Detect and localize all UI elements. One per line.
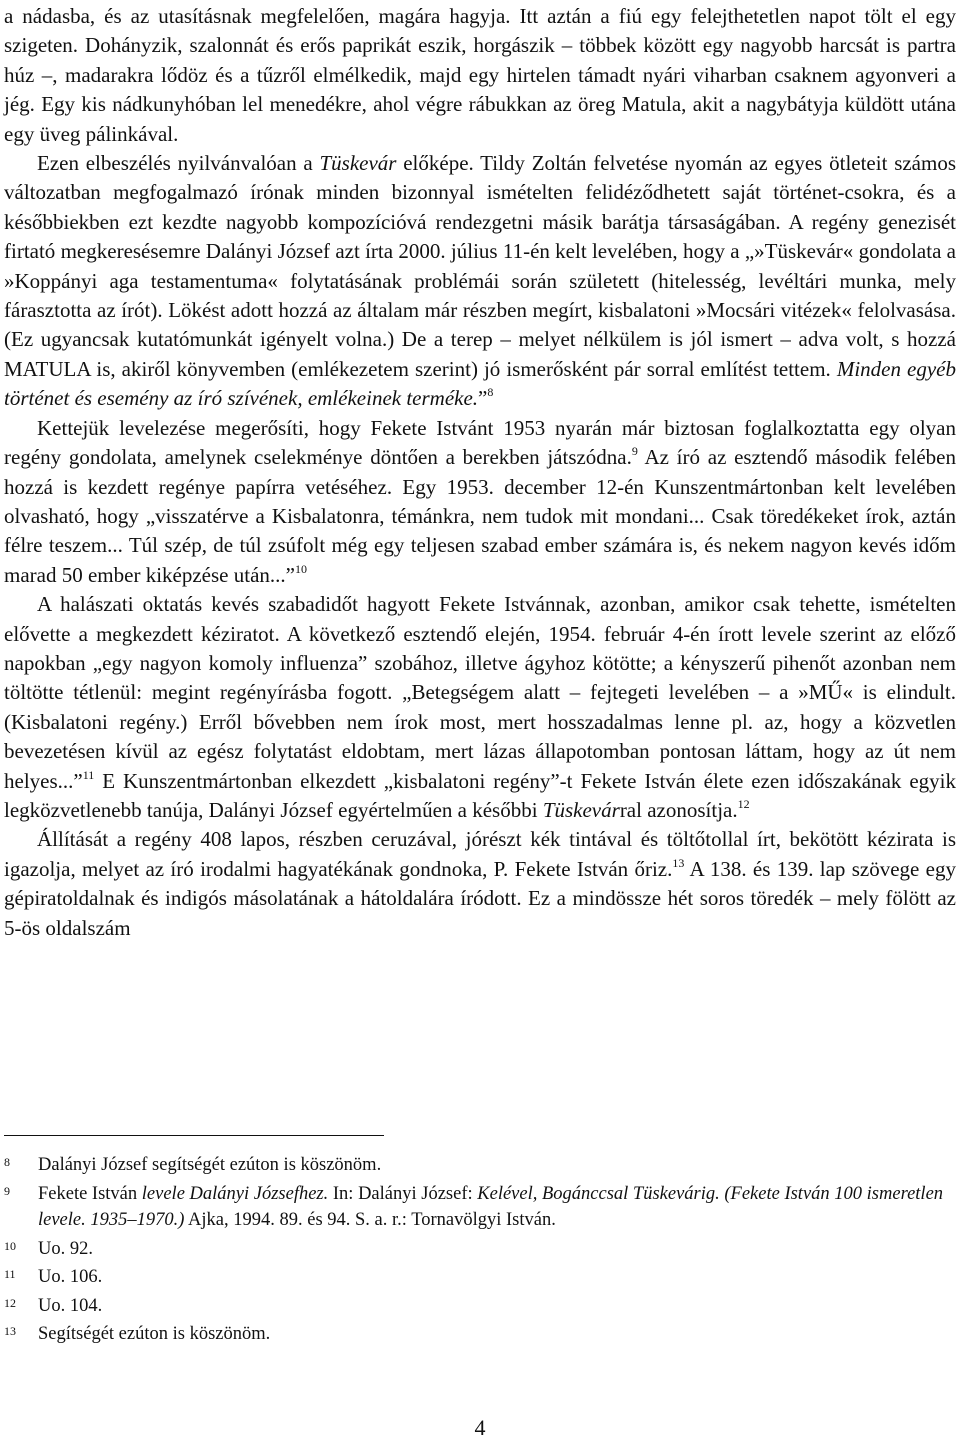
footnote-number: 10 — [4, 1238, 16, 1253]
footnote-number: 11 — [4, 1267, 16, 1281]
page-number: 4 — [474, 1415, 486, 1440]
footnote: 11 Uo. 106. — [4, 1264, 956, 1291]
book-title: Tüskevár — [542, 797, 620, 822]
paragraph: Ezen elbeszélés nyilvánvalóan a Tüskevár előképe. Tildy Zoltán felvetése nyomán az egyes ötleteit számos változatban megfogalmazó írónak minden bizonnyal ismételten felidéződhetett saját történet-csokra, és a későbbiekben ezt kezdte nagyobb kompozícióvá rendezgetni másik barátja társaságában. A regény genezisét firtató megkeresésemre Dalányi József azt írta 2000. július 11-én kelt levelében, hogy a „»Tüskevár« gondolata a »Koppányi aga testamentuma« folytatásának problémái során született (hitelesség, levéltári munka, mely fárasztotta az írót). Lökést adott hozzá az általam már részben megírt, kisbalatoni »Mocsári vitézek« felolvasása. (Ez ugyancsak kutatómunkát igényelt volna.) De a terep – melyet nélkülem is jól ismert – adva volt, s hozzá MATULA is, akiről könyvemben (emlékezetem szerint) jó ismerősként pár sorral említést tettem. Minden egyéb történet és esemény az író szívének, emlékeinek terméke.”$^8$ — [4, 151, 957, 411]
footnote-number: 9 — [4, 1183, 10, 1198]
footnote-ref[interactable]: 12 — [737, 796, 750, 811]
paragraph: A halászati oktatás kevés szabadidőt hagyott Fekete Istvánnak, azonban, amikor csak tehette, ismételten elővette a megkezdett kéziratot. A következő esztendő elején, 1954. február 4-én írott levele szerint az előző napokban „egy nagyon komoly influenza” szobához, illetve ágyhoz kötötte; a kényszerű pihenőt azonban nem töltötte tétlenül: megint regényírásba fogott. „Betegségem alatt – fejtegeti levelében – a »MŰ« is elindult. (Kisbalatoni regény.) Erről bővebben nem írok most, mert hosszadalmas lenne pl. az, hogy a közvetlen bevezetésen kívül az egész folytatást eldobtam, mert lázas állapotomban pontosan láttam, hogy az út nem helyes...”$^{11}$ E Kunszentmártonban elkezdett „kisbalatoni regény”-t Fekete István élete ezen időszakának egyik legközvetlenebb tanúja, Dalányi József egyértelműen a későbbi Tüskevárral azonosítja.$^{12}$ — [4, 592, 956, 822]
footnote: 13 Segítségét ezúton is köszönöm. — [4, 1321, 956, 1348]
footnote: 8 Dalányi József segítségét ezúton is köszönöm. — [4, 1152, 956, 1179]
paragraph: a nádasba, és az utasításnak megfelelően, magára hagyja. Itt aztán a fiú egy felejthetetlen napot tölt el egy szigeten. Dohányzik, szalonnát és erős paprikát eszik, horgászik – többek között egy nagyobb harcsát is partra húz –, madarakra lődöz és a tűzről elmélkedik, majd egy hirtelen támadt nyári viharban csaknem agyonveri a jég. Egy kis nádkunyhóban lel menedékre, ahol végre rábukkan az öreg Matula, akit a nagybátyja küldött utána egy üveg pálinkával. — [4, 4, 956, 146]
paragraph: Állítását a regény 408 lapos, részben ceruzával, jórészt kék tintával és töltőtollal írt, bekötött kézirata is igazolja, melyet az író irodalmi hagyatékának gondnoka, P. Fekete István őriz.$^{13}$ A 138. és 139. lap szövege egy gépiratoldalnak és indigós másolatának a hátoldalára íródott. Ez a mindössze hét soros töredék – mely fölött az 5-ös oldalszám — [4, 827, 957, 940]
footnote-ref[interactable]: 13 — [672, 855, 685, 870]
paragraph: Kettejük levelezése megerősíti, hogy Fekete Istvánt 1953 nyarán már biztosan foglalkoztatta egy olyan regény gondolata, amelynek cselekménye döntően a berekben játszódna.$^9$ Az író az esztendő második felében hozzá is kezdett regénye papírra vetéséhez. Egy 1953. december 12-én Kunszentmártonban kelt levelében olvasható, hogy „visszatérve a Kisbalatonra, témánkra, nem tudok mit mondani... Csak töredékeket írok, aztán félre teszem... Túl szép, de túl zsúfolt még egy teljesen szabad ember számára is, és nekem nagyon kevés időm marad 50 ember kiképzése után...”$^{10}$ — [4, 415, 957, 587]
footnote-ref[interactable]: 11 — [82, 767, 95, 782]
body-text — [4, 2, 956, 943]
footnote: 10 Uo. 92. — [4, 1236, 956, 1263]
footnote-number: 8 — [4, 1155, 10, 1169]
footnotes — [4, 1152, 956, 1350]
footnote-separator — [4, 1135, 384, 1136]
book-title: Tüskevár — [319, 151, 397, 176]
footnote-number: 13 — [4, 1324, 16, 1338]
emphasized-quote: Minden egyéb történet és esemény az író szívének, emlékeinek terméke. — [4, 356, 956, 411]
footnote: 12 Uo. 104. — [4, 1293, 956, 1320]
footnote-ref[interactable]: 9 — [631, 444, 638, 459]
footnote-ref[interactable]: 10 — [294, 561, 307, 576]
footnote-number: 12 — [4, 1295, 16, 1310]
footnote: 9 Fekete István levele Dalányi Józsefhez. In: Dalányi József: Kelével, Bogánccsal Tüskevárig. (Fekete István 100 ismeretlen levele. 1935–1970.) Ajka, 1994. 89. és 94. S. a. r.: Tornavölgyi István. — [4, 1181, 956, 1234]
footnote-ref[interactable]: 8 — [487, 385, 494, 400]
